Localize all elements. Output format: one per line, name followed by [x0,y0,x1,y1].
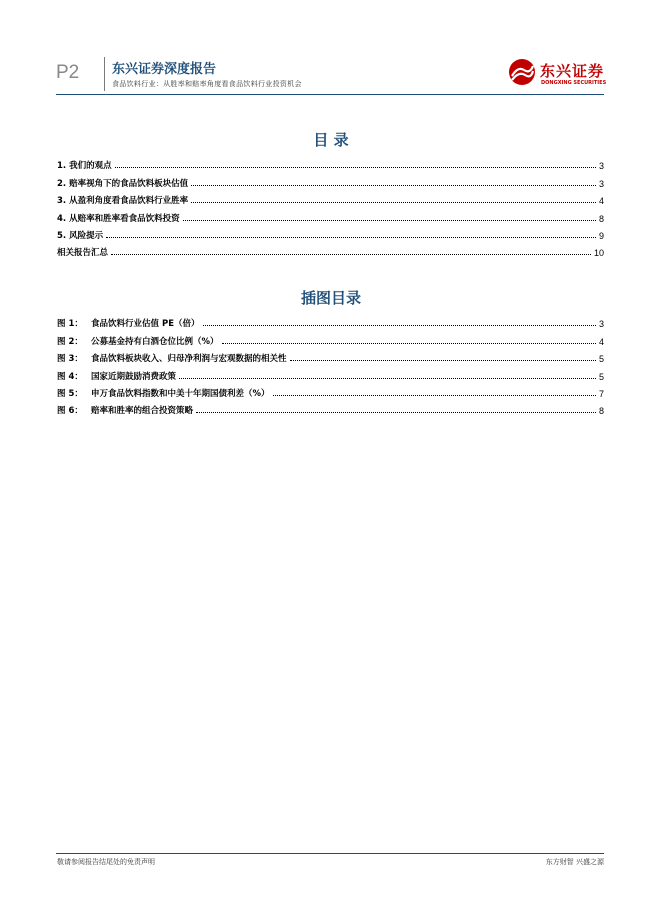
figure-page: 7 [598,388,604,399]
figure-page: 5 [598,371,604,382]
toc-item[interactable] [57,206,604,223]
page-header [0,0,662,100]
figure-item[interactable] [57,347,604,364]
header-rule [56,94,604,95]
logo-text-cn: 东兴证券 [540,62,605,80]
toc-item-label: 5. 风险提示 [57,230,104,241]
figure-page: 5 [598,354,604,365]
toc-item-label: 2. 赔率视角下的食品饮料板块估值 [57,178,189,189]
toc-item-page: 4 [598,196,604,207]
footer-disclaimer: 敬请参阅报告结尾处的免责声明 [57,858,155,866]
figure-number: 图 6： [57,406,83,417]
figure-number: 图 4： [57,371,83,382]
toc-title: 目 录 [313,131,349,149]
header-divider [104,57,105,91]
company-logo [508,58,608,90]
toc-list [57,154,604,258]
report-subtitle: 食品饮料行业：从胜率和赔率角度看食品饮料行业投资机会 [112,80,302,88]
figure-number: 图 2： [57,336,83,347]
figure-item[interactable] [57,364,604,381]
figure-page: 4 [598,336,604,347]
toc-item-label: 3. 从盈利角度看食品饮料行业胜率 [57,196,189,207]
figure-item[interactable] [57,329,604,346]
toc-item[interactable] [57,224,604,241]
toc-item[interactable] [57,241,604,258]
report-title: 东兴证券深度报告 [112,62,217,77]
figure-page: 3 [598,319,604,330]
footer-rule [56,853,604,854]
figure-label: 食品饮料行业估值 PE（倍） [91,319,200,330]
figure-number: 图 3： [57,354,83,365]
toc-item-page: 9 [598,230,604,241]
toc-item-page: 3 [598,161,604,172]
figure-item[interactable] [57,312,604,329]
figure-label: 食品饮料板块收入、归母净利润与宏观数据的相关性 [91,354,287,365]
toc-item-label: 1. 我们的观点 [57,161,112,172]
toc-item-page: 3 [598,178,604,189]
toc-item-page: 8 [598,213,604,224]
figure-label: 申万食品饮料指数和中美十年期国债利差（%） [91,388,270,399]
figure-page: 8 [598,406,604,417]
toc-item-page: 10 [593,248,604,259]
page-number: P2 [56,62,80,83]
toc-item[interactable] [57,171,604,188]
figure-list [57,312,604,416]
logo-text-en: DONGXING SECURITIES [541,80,607,86]
figure-label: 国家近期鼓励消费政策 [91,371,177,382]
footer-slogan: 东方财智 兴盛之源 [545,858,604,866]
toc-item-label: 相关报告汇总 [57,248,109,259]
toc-item[interactable] [57,154,604,171]
figure-number: 图 5： [57,388,83,399]
figure-item[interactable] [57,399,604,416]
figure-item[interactable] [57,382,604,399]
figure-label: 公募基金持有白酒仓位比例（%） [91,336,219,347]
toc-item-label: 4. 从赔率和胜率看食品饮料投资 [57,213,180,224]
figure-label: 赔率和胜率的组合投资策略 [91,406,194,417]
logo-mark-icon [508,58,536,86]
figures-title: 插图目录 [300,289,361,307]
toc-item[interactable] [57,189,604,206]
figure-number: 图 1： [57,319,83,330]
